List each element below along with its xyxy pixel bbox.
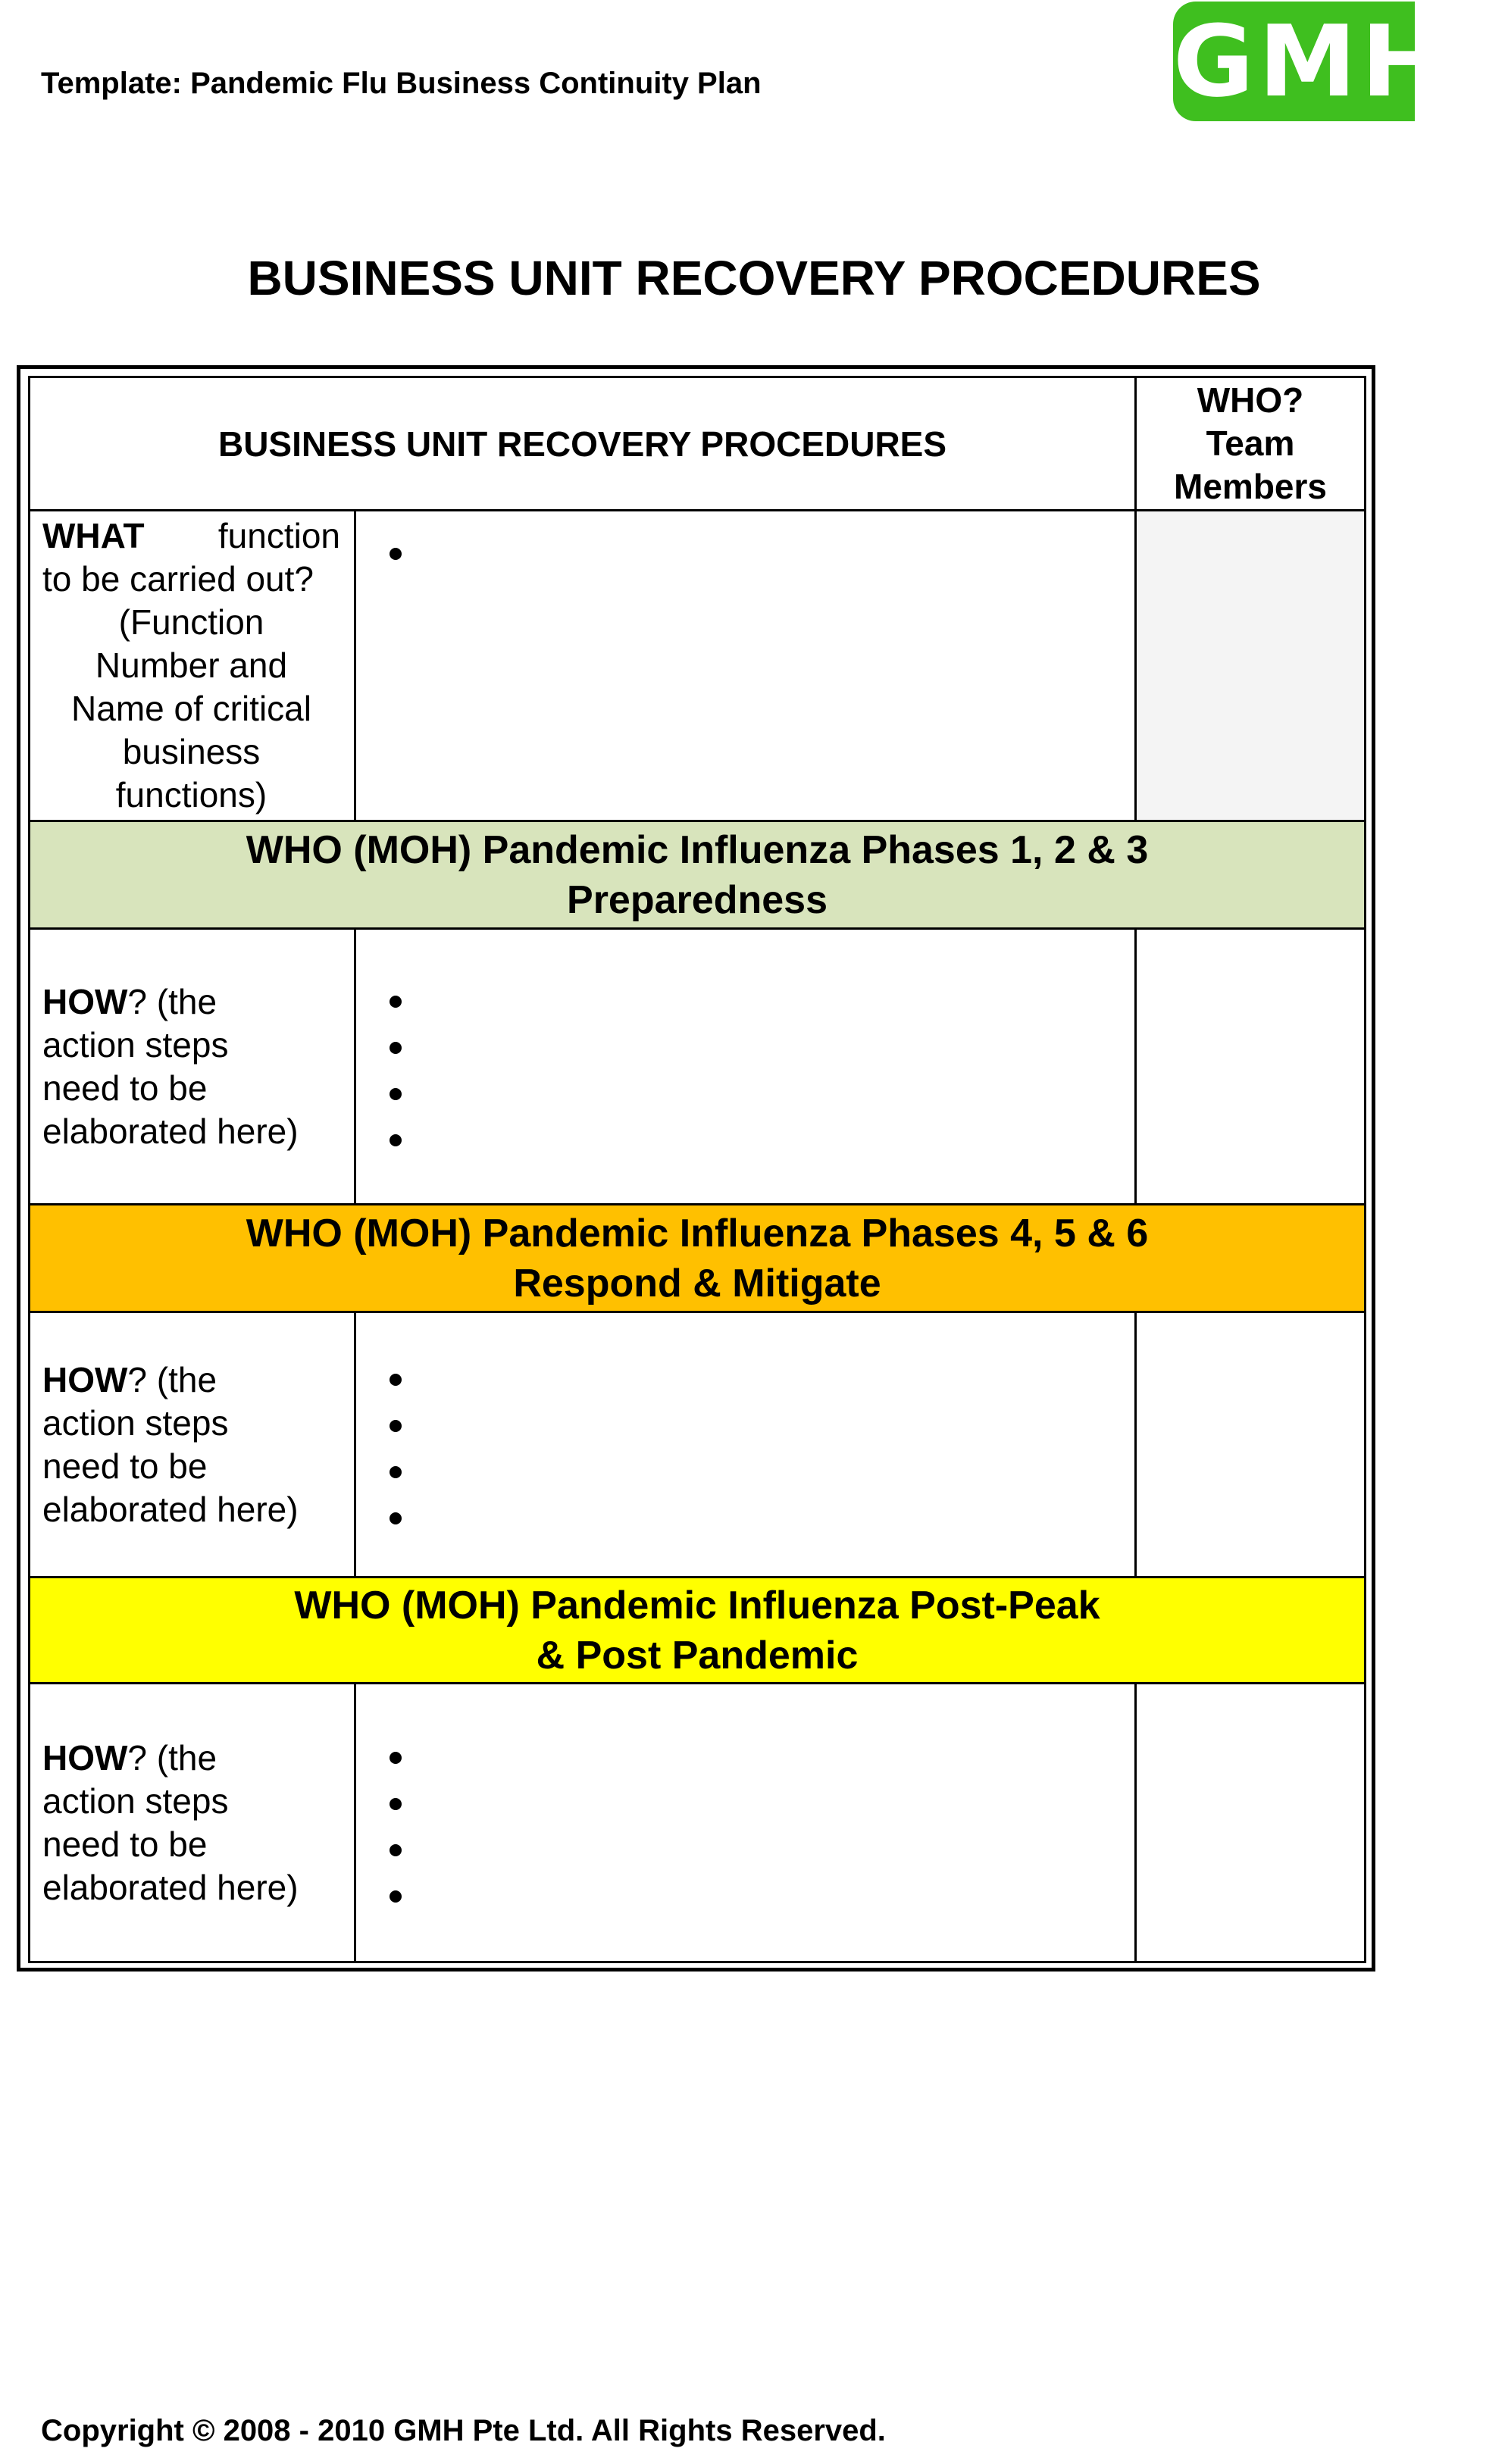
template-label: Template: Pandemic Flu Business Continuity Plan xyxy=(41,67,762,100)
how-content-cell[interactable] xyxy=(355,1684,1136,1962)
how-content-cell[interactable] xyxy=(355,929,1136,1205)
how-row-1 xyxy=(30,929,1366,1205)
how-line: action steps xyxy=(42,1024,229,1065)
how-bullet-list xyxy=(356,1731,1134,1915)
how-row-2 xyxy=(30,1312,1366,1578)
who-line: WHO? xyxy=(1197,380,1304,420)
how-first-line xyxy=(42,1359,340,1402)
recovery-procedures-table xyxy=(28,376,1366,1963)
what-content-cell[interactable] xyxy=(355,511,1136,821)
bullet-item[interactable] xyxy=(390,1021,1134,1067)
phase-3-title-line1: WHO (MOH) Pandemic Influenza Post-Peak xyxy=(294,1583,1100,1628)
how-bold: HOW xyxy=(42,1737,128,1778)
document-title: BUSINESS UNIT RECOVERY PROCEDURES xyxy=(247,251,1261,305)
bullet-item[interactable] xyxy=(390,1869,1134,1915)
header-who-cell xyxy=(1136,377,1366,511)
how-first-rest: ? (the xyxy=(127,1359,217,1399)
phase-row-2 xyxy=(30,1205,1366,1312)
what-label-cell xyxy=(30,511,355,821)
what-bold: WHAT xyxy=(42,516,145,555)
what-line: Number and xyxy=(95,646,288,685)
bullet-item[interactable] xyxy=(390,1491,1134,1537)
team-line: Team xyxy=(1206,424,1295,463)
bullet-item[interactable] xyxy=(390,1731,1134,1777)
members-line: Members xyxy=(1174,467,1327,506)
how-line: need to be xyxy=(42,1824,208,1864)
how-content-cell[interactable] xyxy=(355,1312,1136,1578)
how-line: action steps xyxy=(42,1781,229,1821)
bullet-item[interactable] xyxy=(390,1445,1134,1491)
how-first-line xyxy=(42,1737,340,1780)
phase-2-title-line1: WHO (MOH) Pandemic Influenza Phases 4, 5 & 6 xyxy=(246,1211,1149,1255)
how-first-rest: ? (the xyxy=(127,981,217,1021)
how-bold: HOW xyxy=(42,981,128,1021)
phase-1-banner xyxy=(30,821,1366,929)
bullet-item[interactable] xyxy=(390,974,1134,1021)
how-row-3 xyxy=(30,1684,1366,1962)
how-label-cell xyxy=(30,1312,355,1578)
phase-1-title-line1: WHO (MOH) Pandemic Influenza Phases 1, 2 & 3 xyxy=(246,827,1149,872)
how-first-line xyxy=(42,980,340,1024)
phase-2-title-line2: Respond & Mitigate xyxy=(513,1261,881,1305)
phase-row-1 xyxy=(30,821,1366,929)
how-line: need to be xyxy=(42,1446,208,1486)
what-line: Name of critical xyxy=(71,689,311,728)
what-line: business xyxy=(122,732,261,771)
bullet-item[interactable] xyxy=(390,1352,1134,1399)
what-first-rest: function xyxy=(217,516,340,555)
gmh-logo: GMH xyxy=(1173,2,1415,121)
table-header-row xyxy=(30,377,1366,511)
bullet-item[interactable] xyxy=(390,1067,1134,1113)
how-line: elaborated here) xyxy=(42,1867,299,1907)
how-line: need to be xyxy=(42,1068,208,1108)
bullet-item[interactable] xyxy=(390,1113,1134,1159)
what-first-line xyxy=(42,514,340,558)
what-row xyxy=(30,511,1366,821)
how-line: action steps xyxy=(42,1402,229,1443)
bullet-item[interactable] xyxy=(390,527,1134,573)
copyright-footer: Copyright © 2008 - 2010 GMH Pte Ltd. All Rights Reserved. xyxy=(41,2414,886,2447)
how-bullet-list xyxy=(356,1352,1134,1537)
what-bullet-list xyxy=(356,527,1134,573)
phase-2-banner xyxy=(30,1205,1366,1312)
phase-3-title-line2: & Post Pandemic xyxy=(536,1633,859,1678)
bullet-item[interactable] xyxy=(390,1399,1134,1445)
what-team-cell[interactable] xyxy=(1136,511,1366,821)
phase-row-3 xyxy=(30,1578,1366,1684)
bullet-item[interactable] xyxy=(390,1823,1134,1869)
how-label-cell xyxy=(30,929,355,1205)
how-line: elaborated here) xyxy=(42,1111,299,1151)
how-first-rest: ? (the xyxy=(127,1737,217,1778)
how-team-cell[interactable] xyxy=(1136,1312,1366,1578)
what-line: functions) xyxy=(115,775,267,815)
phase-1-title-line2: Preparedness xyxy=(567,877,828,922)
how-line: elaborated here) xyxy=(42,1489,299,1529)
how-bold: HOW xyxy=(42,1359,128,1399)
what-line: (Function xyxy=(118,602,264,642)
phase-3-banner xyxy=(30,1578,1366,1684)
bullet-item[interactable] xyxy=(390,1777,1134,1823)
what-line: to be carried out? xyxy=(42,559,314,599)
header-main-cell: BUSINESS UNIT RECOVERY PROCEDURES xyxy=(30,377,1136,511)
how-team-cell[interactable] xyxy=(1136,929,1366,1205)
how-team-cell[interactable] xyxy=(1136,1684,1366,1962)
how-bullet-list xyxy=(356,974,1134,1159)
how-label-cell xyxy=(30,1684,355,1962)
